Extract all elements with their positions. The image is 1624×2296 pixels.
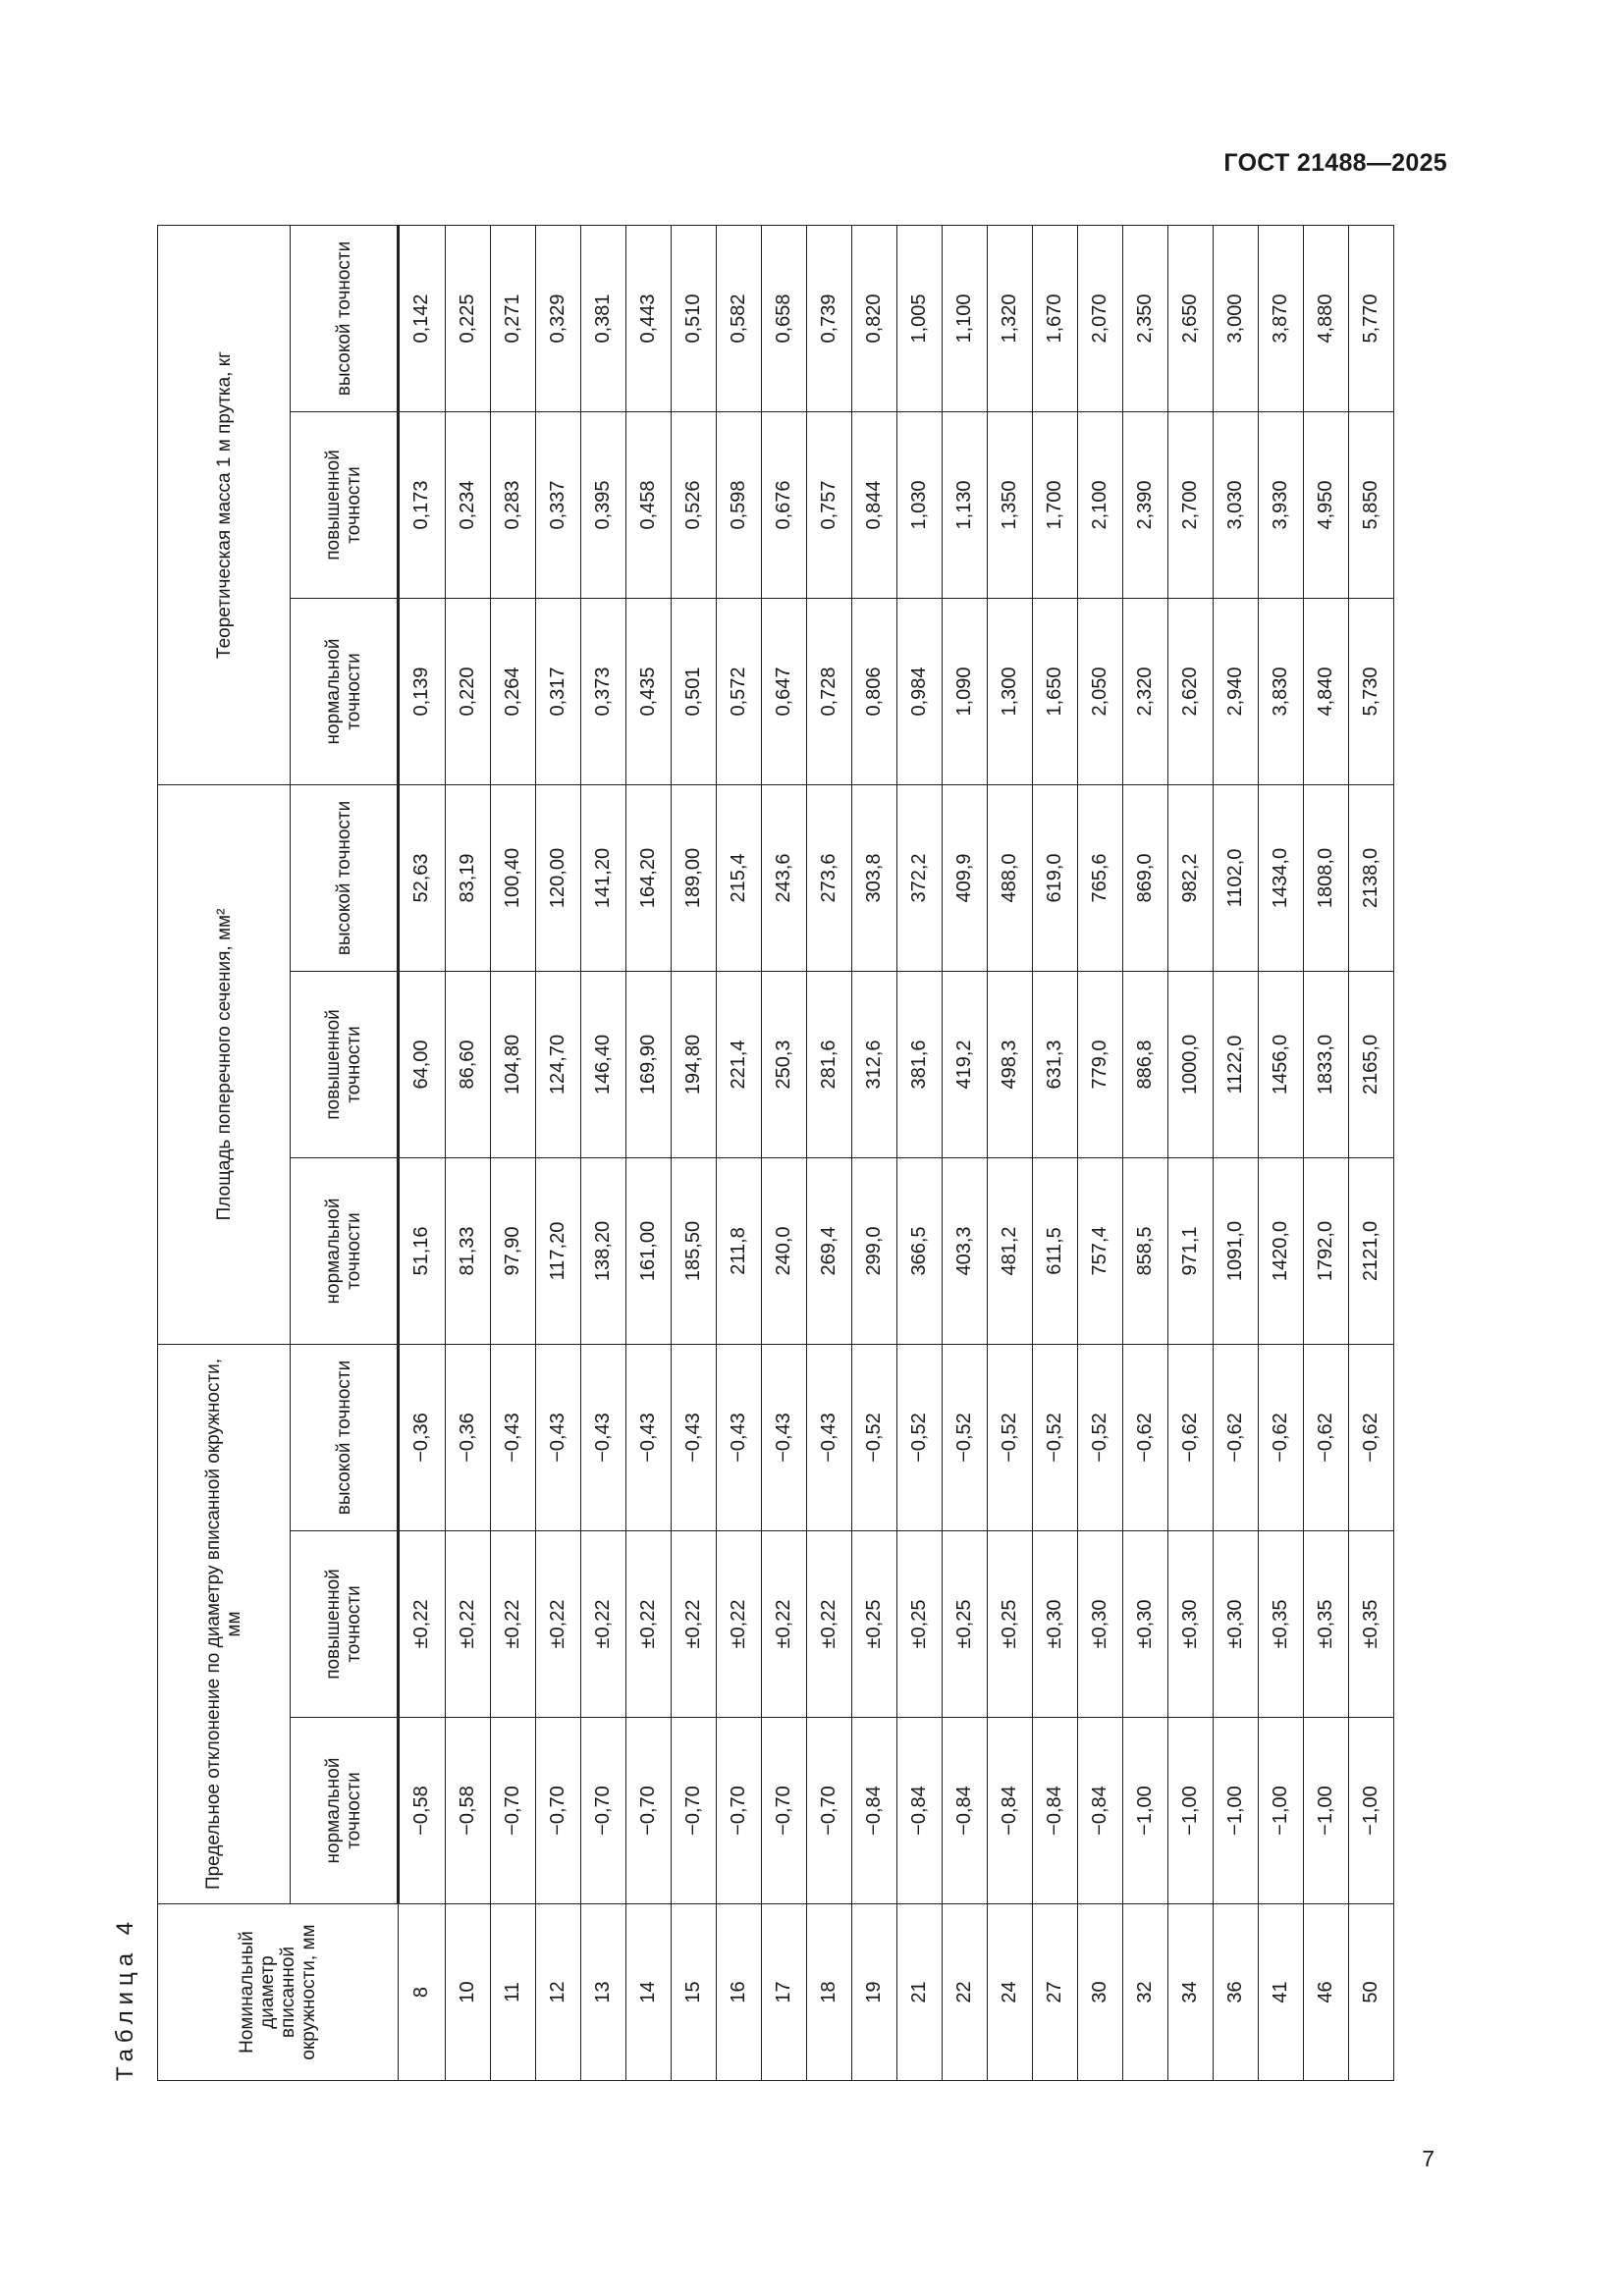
- cell-area-increased: 498,3: [987, 971, 1032, 1157]
- cell-nominal-diameter: 16: [716, 1904, 761, 2081]
- cell-mass-increased: 1,350: [987, 411, 1032, 598]
- cell-area-normal: 2121,0: [1348, 1157, 1393, 1344]
- cell-area-normal: 971,1: [1167, 1157, 1213, 1344]
- cell-mass-normal: 2,620: [1167, 598, 1213, 784]
- cell-area-increased: 86,60: [445, 971, 490, 1157]
- subheader-area-high: высокой точности: [291, 784, 399, 971]
- cell-deviation-increased: ±0,35: [1303, 1531, 1348, 1718]
- cell-area-increased: 250,3: [761, 971, 806, 1157]
- cell-area-increased: 1456,0: [1258, 971, 1303, 1157]
- cell-area-increased: 281,6: [806, 971, 851, 1157]
- cell-deviation-increased: ±0,22: [535, 1531, 580, 1718]
- cell-deviation-high: −0,36: [445, 1344, 490, 1530]
- cell-deviation-normal: −0,84: [942, 1718, 987, 1904]
- cell-nominal-diameter: 19: [851, 1904, 896, 2081]
- cell-nominal-diameter: 24: [987, 1904, 1032, 2081]
- header-nominal-diameter: Номинальный диаметр вписанной окружности, мм: [158, 1904, 399, 2081]
- cell-area-high: 869,0: [1122, 784, 1167, 971]
- table-row: [716, 225, 761, 2080]
- cell-mass-normal: 0,806: [851, 598, 896, 784]
- table-row: [1077, 225, 1122, 2080]
- table-row: [1303, 225, 1348, 2080]
- data-table: [157, 225, 1394, 2081]
- cell-deviation-high: −0,52: [896, 1344, 942, 1530]
- cell-area-high: 1434,0: [1258, 784, 1303, 971]
- page-number: 7: [1422, 2146, 1435, 2171]
- cell-area-increased: 419,2: [942, 971, 987, 1157]
- cell-deviation-normal: −1,00: [1348, 1718, 1393, 1904]
- cell-deviation-increased: ±0,25: [942, 1531, 987, 1718]
- cell-area-normal: 1091,0: [1213, 1157, 1258, 1344]
- cell-area-increased: 124,70: [535, 971, 580, 1157]
- cell-area-high: 303,8: [851, 784, 896, 971]
- cell-deviation-increased: ±0,22: [490, 1531, 535, 1718]
- cell-deviation-increased: ±0,22: [580, 1531, 625, 1718]
- cell-nominal-diameter: 21: [896, 1904, 942, 2081]
- cell-mass-increased: 0,173: [399, 411, 446, 598]
- cell-deviation-high: −0,52: [942, 1344, 987, 1530]
- cell-area-high: 164,20: [625, 784, 671, 971]
- table-row: [580, 225, 625, 2080]
- cell-mass-high: 0,582: [716, 225, 761, 411]
- cell-deviation-normal: −1,00: [1303, 1718, 1348, 1904]
- cell-area-normal: 240,0: [761, 1157, 806, 1344]
- cell-deviation-increased: ±0,35: [1348, 1531, 1393, 1718]
- cell-area-normal: 138,20: [580, 1157, 625, 1344]
- cell-nominal-diameter: 50: [1348, 1904, 1393, 2081]
- cell-mass-high: 0,739: [806, 225, 851, 411]
- table-row: [1122, 225, 1167, 2080]
- cell-mass-high: 5,770: [1348, 225, 1393, 411]
- cell-deviation-high: −0,62: [1348, 1344, 1393, 1530]
- cell-nominal-diameter: 41: [1258, 1904, 1303, 2081]
- table-body: [399, 225, 1394, 2080]
- cell-mass-normal: 0,647: [761, 598, 806, 784]
- cell-mass-high: 1,100: [942, 225, 987, 411]
- table-row: [490, 225, 535, 2080]
- table-caption: Таблица 4: [112, 1915, 138, 2081]
- cell-mass-high: 0,142: [399, 225, 446, 411]
- cell-mass-normal: 2,320: [1122, 598, 1167, 784]
- cell-deviation-increased: ±0,30: [1077, 1531, 1122, 1718]
- cell-deviation-normal: −0,70: [535, 1718, 580, 1904]
- table-row: [399, 225, 446, 2080]
- subheader-deviation-high: высокой точности: [291, 1344, 399, 1530]
- cell-mass-normal: 5,730: [1348, 598, 1393, 784]
- table-row: [1258, 225, 1303, 2080]
- table-row: [445, 225, 490, 2080]
- table-row: [942, 225, 987, 2080]
- cell-area-increased: 631,3: [1032, 971, 1077, 1157]
- cell-mass-increased: 2,390: [1122, 411, 1167, 598]
- cell-area-increased: 169,90: [625, 971, 671, 1157]
- table-row: [761, 225, 806, 2080]
- cell-deviation-high: −0,43: [490, 1344, 535, 1530]
- cell-deviation-increased: ±0,22: [671, 1531, 716, 1718]
- cell-mass-increased: 1,130: [942, 411, 987, 598]
- cell-mass-increased: 0,283: [490, 411, 535, 598]
- cell-mass-high: 0,820: [851, 225, 896, 411]
- cell-nominal-diameter: 15: [671, 1904, 716, 2081]
- cell-nominal-diameter: 30: [1077, 1904, 1122, 2081]
- cell-nominal-diameter: 12: [535, 1904, 580, 2081]
- cell-mass-increased: 0,844: [851, 411, 896, 598]
- cell-mass-high: 0,658: [761, 225, 806, 411]
- cell-deviation-high: −0,62: [1122, 1344, 1167, 1530]
- cell-area-normal: 269,4: [806, 1157, 851, 1344]
- cell-mass-increased: 0,395: [580, 411, 625, 598]
- table-row: [1213, 225, 1258, 2080]
- cell-deviation-normal: −0,58: [399, 1718, 446, 1904]
- cell-deviation-increased: ±0,30: [1122, 1531, 1167, 1718]
- cell-mass-high: 1,320: [987, 225, 1032, 411]
- cell-area-high: 619,0: [1032, 784, 1077, 971]
- cell-deviation-increased: ±0,25: [987, 1531, 1032, 1718]
- cell-mass-normal: 0,984: [896, 598, 942, 784]
- cell-mass-high: 0,510: [671, 225, 716, 411]
- cell-deviation-high: −0,43: [580, 1344, 625, 1530]
- cell-mass-high: 0,381: [580, 225, 625, 411]
- cell-area-high: 1102,0: [1213, 784, 1258, 971]
- cell-mass-normal: 0,317: [535, 598, 580, 784]
- cell-area-normal: 299,0: [851, 1157, 896, 1344]
- cell-deviation-normal: −0,84: [1032, 1718, 1077, 1904]
- cell-area-normal: 403,3: [942, 1157, 987, 1344]
- cell-area-high: 189,00: [671, 784, 716, 971]
- cell-nominal-diameter: 14: [625, 1904, 671, 2081]
- cell-mass-normal: 2,940: [1213, 598, 1258, 784]
- cell-area-high: 141,20: [580, 784, 625, 971]
- cell-deviation-increased: ±0,25: [851, 1531, 896, 1718]
- cell-area-increased: 221,4: [716, 971, 761, 1157]
- cell-deviation-normal: −0,70: [580, 1718, 625, 1904]
- cell-mass-increased: 5,850: [1348, 411, 1393, 598]
- cell-mass-increased: 0,757: [806, 411, 851, 598]
- cell-area-normal: 97,90: [490, 1157, 535, 1344]
- cell-area-normal: 757,4: [1077, 1157, 1122, 1344]
- cell-area-high: 215,4: [716, 784, 761, 971]
- cell-mass-high: 3,870: [1258, 225, 1303, 411]
- cell-deviation-increased: ±0,30: [1213, 1531, 1258, 1718]
- cell-mass-normal: 2,050: [1077, 598, 1122, 784]
- cell-nominal-diameter: 11: [490, 1904, 535, 2081]
- cell-mass-high: 2,070: [1077, 225, 1122, 411]
- table-row: [535, 225, 580, 2080]
- cell-deviation-high: −0,52: [987, 1344, 1032, 1530]
- cell-area-high: 488,0: [987, 784, 1032, 971]
- table-row: [1032, 225, 1077, 2080]
- cell-deviation-normal: −0,70: [761, 1718, 806, 1904]
- cell-area-high: 120,00: [535, 784, 580, 971]
- cell-deviation-normal: −0,70: [625, 1718, 671, 1904]
- cell-nominal-diameter: 22: [942, 1904, 987, 2081]
- cell-mass-high: 1,005: [896, 225, 942, 411]
- cell-mass-high: 2,350: [1122, 225, 1167, 411]
- cell-mass-normal: 0,220: [445, 598, 490, 784]
- cell-mass-high: 0,443: [625, 225, 671, 411]
- cell-area-high: 2138,0: [1348, 784, 1393, 971]
- cell-mass-increased: 3,030: [1213, 411, 1258, 598]
- rotated-table-block: [112, 236, 1394, 2081]
- cell-deviation-increased: ±0,22: [761, 1531, 806, 1718]
- cell-deviation-normal: −1,00: [1258, 1718, 1303, 1904]
- cell-deviation-high: −0,43: [761, 1344, 806, 1530]
- cell-deviation-normal: −1,00: [1167, 1718, 1213, 1904]
- table-row: [987, 225, 1032, 2080]
- cell-area-high: 52,63: [399, 784, 446, 971]
- cell-mass-high: 4,880: [1303, 225, 1348, 411]
- cell-mass-increased: 2,700: [1167, 411, 1213, 598]
- cell-area-normal: 117,20: [535, 1157, 580, 1344]
- cell-deviation-high: −0,43: [806, 1344, 851, 1530]
- table-row: [1167, 225, 1213, 2080]
- cell-nominal-diameter: 18: [806, 1904, 851, 2081]
- cell-deviation-normal: −0,58: [445, 1718, 490, 1904]
- cell-deviation-increased: ±0,22: [625, 1531, 671, 1718]
- cell-mass-high: 3,000: [1213, 225, 1258, 411]
- cell-area-normal: 185,50: [671, 1157, 716, 1344]
- cell-area-increased: 194,80: [671, 971, 716, 1157]
- table-row: [806, 225, 851, 2080]
- cell-mass-increased: 0,676: [761, 411, 806, 598]
- cell-area-normal: 51,16: [399, 1157, 446, 1344]
- cell-nominal-diameter: 27: [1032, 1904, 1077, 2081]
- cell-nominal-diameter: 10: [445, 1904, 490, 2081]
- cell-deviation-increased: ±0,22: [806, 1531, 851, 1718]
- table-row: [851, 225, 896, 2080]
- cell-deviation-normal: −1,00: [1122, 1718, 1167, 1904]
- cell-deviation-normal: −0,70: [490, 1718, 535, 1904]
- cell-area-increased: 312,6: [851, 971, 896, 1157]
- table-row: [896, 225, 942, 2080]
- cell-area-normal: 161,00: [625, 1157, 671, 1344]
- subheader-mass-increased: повышенной точности: [291, 411, 399, 598]
- header-group-deviation: Предельное отклонение по диаметру вписанной окружности, мм: [158, 1344, 291, 1903]
- cell-area-normal: 81,33: [445, 1157, 490, 1344]
- cell-area-increased: 381,6: [896, 971, 942, 1157]
- table-row: [1348, 225, 1393, 2080]
- cell-area-normal: 211,8: [716, 1157, 761, 1344]
- cell-mass-increased: 2,100: [1077, 411, 1122, 598]
- cell-deviation-high: −0,62: [1213, 1344, 1258, 1530]
- cell-area-high: 982,2: [1167, 784, 1213, 971]
- cell-deviation-increased: ±0,30: [1032, 1531, 1077, 1718]
- subheader-deviation-normal: нормальной точности: [291, 1718, 399, 1904]
- cell-mass-normal: 4,840: [1303, 598, 1348, 784]
- cell-deviation-high: −0,43: [716, 1344, 761, 1530]
- cell-deviation-high: −0,52: [1077, 1344, 1122, 1530]
- cell-deviation-increased: ±0,22: [399, 1531, 446, 1718]
- cell-area-increased: 1122,0: [1213, 971, 1258, 1157]
- cell-area-normal: 481,2: [987, 1157, 1032, 1344]
- cell-area-high: 1808,0: [1303, 784, 1348, 971]
- cell-nominal-diameter: 46: [1303, 1904, 1348, 2081]
- cell-nominal-diameter: 34: [1167, 1904, 1213, 2081]
- cell-area-high: 765,6: [1077, 784, 1122, 971]
- cell-mass-normal: 3,830: [1258, 598, 1303, 784]
- cell-deviation-increased: ±0,22: [445, 1531, 490, 1718]
- cell-nominal-diameter: 36: [1213, 1904, 1258, 2081]
- cell-area-high: 100,40: [490, 784, 535, 971]
- cell-deviation-normal: −0,84: [987, 1718, 1032, 1904]
- cell-nominal-diameter: 8: [399, 1904, 446, 2081]
- cell-mass-increased: 0,526: [671, 411, 716, 598]
- cell-mass-high: 2,650: [1167, 225, 1213, 411]
- cell-deviation-high: −0,52: [1032, 1344, 1077, 1530]
- cell-mass-increased: 3,930: [1258, 411, 1303, 598]
- header-group-mass: Теоретическая масса 1 м прутка, кг: [158, 225, 291, 784]
- cell-deviation-increased: ±0,25: [896, 1531, 942, 1718]
- cell-area-increased: 1833,0: [1303, 971, 1348, 1157]
- cell-area-increased: 146,40: [580, 971, 625, 1157]
- table-row: [671, 225, 716, 2080]
- cell-deviation-normal: −0,70: [806, 1718, 851, 1904]
- subheader-deviation-increased: повышенной точности: [291, 1531, 399, 1718]
- cell-mass-normal: 0,435: [625, 598, 671, 784]
- subheader-mass-high: высокой точности: [291, 225, 399, 411]
- cell-area-high: 243,6: [761, 784, 806, 971]
- cell-mass-normal: 0,264: [490, 598, 535, 784]
- cell-nominal-diameter: 17: [761, 1904, 806, 2081]
- cell-mass-normal: 0,728: [806, 598, 851, 784]
- cell-area-increased: 104,80: [490, 971, 535, 1157]
- cell-area-high: 83,19: [445, 784, 490, 971]
- cell-mass-increased: 0,234: [445, 411, 490, 598]
- cell-area-high: 273,6: [806, 784, 851, 971]
- cell-area-increased: 2165,0: [1348, 971, 1393, 1157]
- cell-deviation-high: −0,43: [625, 1344, 671, 1530]
- cell-deviation-high: −0,62: [1167, 1344, 1213, 1530]
- table-row: [625, 225, 671, 2080]
- cell-mass-normal: 1,090: [942, 598, 987, 784]
- cell-area-increased: 779,0: [1077, 971, 1122, 1157]
- cell-mass-increased: 1,700: [1032, 411, 1077, 598]
- cell-mass-increased: 0,337: [535, 411, 580, 598]
- cell-mass-increased: 0,598: [716, 411, 761, 598]
- cell-mass-increased: 1,030: [896, 411, 942, 598]
- cell-nominal-diameter: 13: [580, 1904, 625, 2081]
- cell-deviation-normal: −0,84: [896, 1718, 942, 1904]
- cell-deviation-normal: −0,84: [851, 1718, 896, 1904]
- cell-mass-normal: 0,572: [716, 598, 761, 784]
- cell-area-increased: 1000,0: [1167, 971, 1213, 1157]
- subheader-area-normal: нормальной точности: [291, 1157, 399, 1344]
- cell-deviation-high: −0,62: [1258, 1344, 1303, 1530]
- cell-area-normal: 366,5: [896, 1157, 942, 1344]
- cell-area-normal: 611,5: [1032, 1157, 1077, 1344]
- cell-deviation-high: −0,36: [399, 1344, 446, 1530]
- cell-mass-normal: 0,139: [399, 598, 446, 784]
- cell-deviation-high: −0,52: [851, 1344, 896, 1530]
- cell-area-high: 372,2: [896, 784, 942, 971]
- cell-nominal-diameter: 32: [1122, 1904, 1167, 2081]
- cell-deviation-increased: ±0,30: [1167, 1531, 1213, 1718]
- cell-area-normal: 1792,0: [1303, 1157, 1348, 1344]
- cell-mass-normal: 1,300: [987, 598, 1032, 784]
- cell-deviation-high: −0,43: [535, 1344, 580, 1530]
- cell-mass-high: 0,271: [490, 225, 535, 411]
- subheader-mass-normal: нормальной точности: [291, 598, 399, 784]
- cell-deviation-normal: −0,70: [671, 1718, 716, 1904]
- cell-mass-high: 1,670: [1032, 225, 1077, 411]
- cell-area-normal: 858,5: [1122, 1157, 1167, 1344]
- cell-mass-increased: 0,458: [625, 411, 671, 598]
- cell-mass-normal: 0,501: [671, 598, 716, 784]
- cell-area-high: 409,9: [942, 784, 987, 971]
- cell-mass-high: 0,225: [445, 225, 490, 411]
- cell-deviation-normal: −0,70: [716, 1718, 761, 1904]
- cell-mass-normal: 0,373: [580, 598, 625, 784]
- document-code: ГОСТ 21488—2025: [1223, 149, 1447, 177]
- cell-mass-increased: 4,950: [1303, 411, 1348, 598]
- cell-deviation-normal: −0,84: [1077, 1718, 1122, 1904]
- cell-area-increased: 886,8: [1122, 971, 1167, 1157]
- subheader-area-increased: повышенной точности: [291, 971, 399, 1157]
- cell-deviation-increased: ±0,35: [1258, 1531, 1303, 1718]
- cell-mass-high: 0,329: [535, 225, 580, 411]
- header-group-area: Площадь поперечного сечения, мм²: [158, 784, 291, 1344]
- cell-deviation-increased: ±0,22: [716, 1531, 761, 1718]
- cell-deviation-normal: −1,00: [1213, 1718, 1258, 1904]
- cell-area-normal: 1420,0: [1258, 1157, 1303, 1344]
- cell-deviation-high: −0,62: [1303, 1344, 1348, 1530]
- cell-mass-normal: 1,650: [1032, 598, 1077, 784]
- cell-area-increased: 64,00: [399, 971, 446, 1157]
- cell-deviation-high: −0,43: [671, 1344, 716, 1530]
